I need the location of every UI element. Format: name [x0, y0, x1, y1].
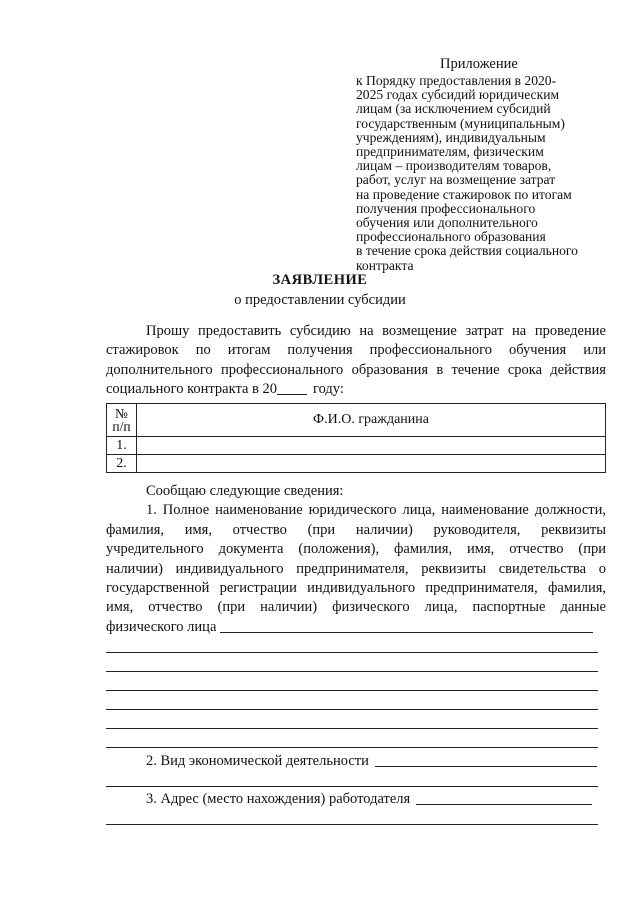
- request-text: году:: [313, 381, 344, 398]
- appendix-line: государственным (муниципальным): [356, 115, 565, 131]
- item1-line: [106, 618, 606, 637]
- item2-row: [106, 752, 606, 771]
- word: руководителя,: [433, 521, 521, 538]
- blank-line[interactable]: [106, 690, 598, 691]
- item3-text: 3. Адрес (место нахождения) работодателя: [146, 791, 411, 807]
- appendix-reference: [356, 74, 620, 273]
- word: 1.: [146, 502, 157, 519]
- appendix-line: к Порядку предоставления в 2020-: [356, 73, 557, 88]
- col-num-header: [107, 404, 137, 437]
- request-text: социального контракта в 20: [106, 381, 278, 398]
- word: проведение: [534, 323, 606, 339]
- word: отчество: [509, 541, 564, 558]
- appendix-title: Приложение: [440, 56, 518, 72]
- word: данные: [560, 599, 606, 616]
- word: итогам: [227, 342, 271, 359]
- request-line: [106, 361, 606, 380]
- word: фамилия,: [106, 521, 165, 538]
- info-section: [106, 482, 606, 637]
- word: о: [598, 560, 606, 577]
- appendix-line: лицам – производителям товаров,: [356, 158, 552, 174]
- employer-address-field[interactable]: [416, 790, 592, 805]
- appendix-line: контракта: [356, 257, 414, 273]
- word: фамилия,: [394, 541, 453, 558]
- word: имя,: [106, 599, 134, 616]
- year-blank-field[interactable]: [277, 380, 307, 395]
- item1-line: [106, 560, 606, 579]
- word: Прошу: [146, 323, 190, 339]
- item2-text: 2. Вид экономической деятельности: [146, 753, 369, 769]
- appendix-line: профессионального образования: [356, 229, 546, 245]
- appendix-line: лицам (за исключением субсидий: [356, 101, 551, 117]
- word: реквизиты: [421, 560, 487, 577]
- word: (при: [307, 521, 336, 538]
- activity-type-field[interactable]: [375, 752, 597, 767]
- item1-line: [106, 521, 606, 540]
- word: имя,: [467, 541, 495, 558]
- word: стажировок: [106, 342, 179, 359]
- word: учредительного: [106, 541, 204, 558]
- item1-line: [106, 598, 606, 617]
- citizen-name-field[interactable]: [137, 455, 606, 473]
- item2-line: [106, 752, 606, 771]
- word: срока: [507, 361, 543, 378]
- blank-line[interactable]: [106, 652, 598, 653]
- item1-line: [106, 540, 606, 559]
- appendix-line: 2025 годах субсидий юридическим: [356, 87, 560, 103]
- word: государственной: [106, 580, 210, 597]
- word: имя,: [184, 521, 212, 538]
- item3-row: [106, 790, 606, 809]
- table-row: [107, 455, 606, 473]
- word: отчество: [148, 599, 203, 616]
- blank-line[interactable]: [106, 728, 598, 729]
- word: Полное: [162, 502, 210, 519]
- word: или: [583, 342, 606, 359]
- word: фамилия,: [547, 580, 606, 597]
- citizens-table: [106, 403, 606, 473]
- col-num-header-line: п/п: [112, 419, 131, 434]
- item1-line: [106, 579, 606, 598]
- blank-line[interactable]: [106, 786, 598, 787]
- word: наименование: [215, 502, 303, 519]
- word: предоставить: [198, 323, 282, 339]
- blank-line[interactable]: [106, 709, 598, 710]
- word: возмещение: [382, 323, 457, 339]
- info-intro: [106, 482, 606, 501]
- table-row: [107, 437, 606, 455]
- appendix-line: в течение срока действия социального: [356, 243, 578, 259]
- col-name-header: Ф.И.О. гражданина: [137, 404, 606, 437]
- word: получения: [287, 342, 353, 359]
- word: течение: [451, 361, 500, 378]
- word: регистрации: [219, 580, 297, 597]
- item1-text: физического лица: [106, 618, 217, 635]
- word: индивидуального: [175, 560, 284, 577]
- word: отчество: [232, 521, 287, 538]
- word: субсидию: [289, 323, 351, 339]
- word: наименование: [441, 502, 529, 519]
- request-line: [106, 322, 606, 341]
- word: физического: [332, 599, 410, 616]
- word: свидетельства: [498, 560, 587, 577]
- document-title: ЗАЯВЛЕНИЕ: [272, 272, 368, 288]
- word: обучения: [508, 342, 567, 359]
- employer-details-field[interactable]: [220, 618, 593, 633]
- word: на: [359, 323, 374, 339]
- word: предпринимателя,: [296, 560, 409, 577]
- blank-line[interactable]: [106, 824, 598, 825]
- col-num-header-line: №: [115, 406, 128, 421]
- word: лица,: [402, 502, 436, 519]
- blank-line[interactable]: [106, 747, 598, 748]
- appendix-line: на проведение стажировок по итогам: [356, 186, 572, 202]
- word: индивидуального: [307, 580, 416, 597]
- word: наличии): [355, 521, 413, 538]
- word: наличии): [106, 560, 163, 577]
- word: (положения),: [298, 541, 380, 558]
- appendix-line: получения профессионального: [356, 200, 536, 216]
- blank-line[interactable]: [106, 671, 598, 672]
- word: наличии): [260, 599, 318, 616]
- item3-line: [106, 790, 606, 809]
- table-header-row: [107, 404, 606, 437]
- word: дополнительного: [106, 361, 213, 378]
- word: профессионального: [220, 361, 344, 378]
- word: действия: [550, 361, 606, 378]
- word: должности,: [534, 502, 606, 519]
- request-line: [106, 341, 606, 360]
- word: документа: [218, 541, 284, 558]
- info-intro-text: Сообщаю следующие сведения:: [146, 483, 344, 499]
- appendix-line: учреждениям), индивидуальным: [356, 129, 546, 145]
- word: юридического: [308, 502, 397, 519]
- row-number: 1.: [107, 437, 137, 455]
- word: профессионального: [369, 342, 492, 359]
- word: на: [512, 323, 527, 339]
- item1-line: [106, 501, 606, 520]
- request-paragraph: [106, 322, 606, 400]
- word: предпринимателя,: [425, 580, 538, 597]
- appendix-line: обучения или дополнительного: [356, 215, 538, 231]
- word: в: [436, 361, 444, 378]
- appendix-line: предпринимателям, физическим: [356, 144, 544, 160]
- word: (при: [217, 599, 246, 616]
- word: по: [195, 342, 211, 359]
- document-subtitle: о предоставлении субсидии: [234, 292, 406, 308]
- appendix-line: работ, услуг на возмещение затрат: [356, 172, 556, 188]
- word: образования: [351, 361, 429, 378]
- word: реквизиты: [541, 521, 606, 538]
- word: затрат: [465, 323, 504, 339]
- word: лица,: [424, 599, 458, 616]
- word: (при: [578, 541, 606, 558]
- citizen-name-field[interactable]: [137, 437, 606, 455]
- word: паспортные: [472, 599, 546, 616]
- request-line: [106, 380, 606, 399]
- row-number: 2.: [107, 455, 137, 473]
